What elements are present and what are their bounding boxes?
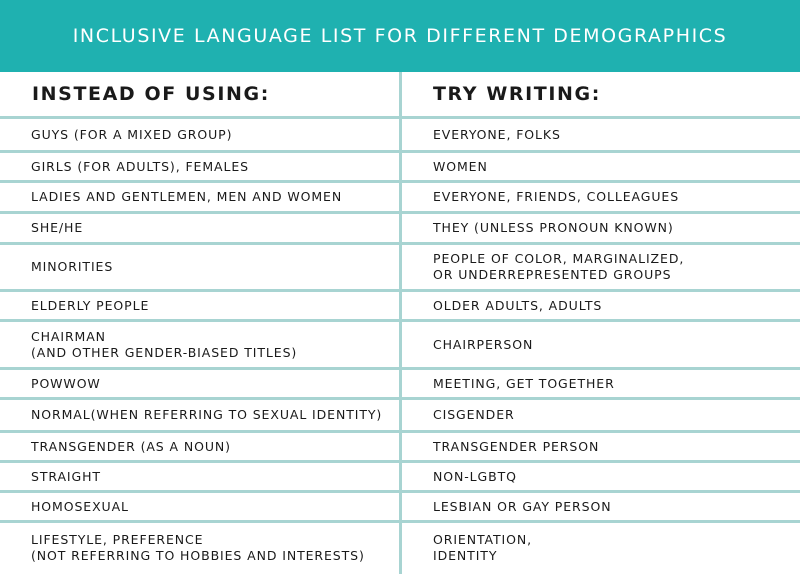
column-header-instead: INSTEAD OF USING: xyxy=(32,83,270,105)
instead-cell: STRAIGHT xyxy=(31,468,101,484)
try-cell: CHAIRPERSON xyxy=(433,336,534,352)
try-cell: PEOPLE OF COLOR, MARGINALIZED, OR UNDERREPRESENTED GROUPS xyxy=(433,251,685,282)
instead-cell: SHE/HE xyxy=(31,220,84,235)
instead-cell: ELDERLY PEOPLE xyxy=(31,297,150,313)
try-cell: NON-LGBTQ xyxy=(433,468,517,484)
try-cell: TRANSGENDER PERSON xyxy=(433,438,600,454)
instead-cell: GUYS (FOR A MIXED GROUP) xyxy=(31,126,233,142)
try-cell: ORIENTATION, IDENTITY xyxy=(433,532,532,563)
instead-cell: LIFESTYLE, PREFERENCE (NOT REFERRING TO HOBBIES AND INTERESTS) xyxy=(31,532,365,563)
try-cell: EVERYONE, FRIENDS, COLLEAGUES xyxy=(433,189,680,204)
instead-cell: HOMOSEXUAL xyxy=(31,498,129,514)
column-header-try: TRY WRITING: xyxy=(433,83,601,105)
instead-cell: POWWOW xyxy=(31,375,101,391)
title-banner xyxy=(0,0,800,72)
instead-cell: NORMAL(WHEN REFERRING TO SEXUAL IDENTITY) xyxy=(31,407,383,422)
try-cell: LESBIAN OR GAY PERSON xyxy=(433,498,612,514)
instead-cell: TRANSGENDER (AS A NOUN) xyxy=(31,438,231,454)
try-cell: WOMEN xyxy=(433,158,488,174)
try-cell: EVERYONE, FOLKS xyxy=(433,126,561,142)
instead-cell: LADIES AND GENTLEMEN, MEN AND WOMEN xyxy=(31,189,343,204)
page-title: INCLUSIVE LANGUAGE LIST FOR DIFFERENT DEMOGRAPHICS xyxy=(72,25,728,47)
instead-cell: CHAIRMAN (AND OTHER GENDER-BIASED TITLES) xyxy=(31,328,298,360)
instead-cell: MINORITIES xyxy=(31,259,114,274)
try-cell: CISGENDER xyxy=(433,407,515,422)
instead-cell: GIRLS (FOR ADULTS), FEMALES xyxy=(31,158,249,174)
try-cell: OLDER ADULTS, ADULTS xyxy=(433,297,603,313)
column-divider xyxy=(399,72,402,574)
try-cell: THEY (UNLESS PRONOUN KNOWN) xyxy=(433,220,674,235)
try-cell: MEETING, GET TOGETHER xyxy=(433,375,615,391)
